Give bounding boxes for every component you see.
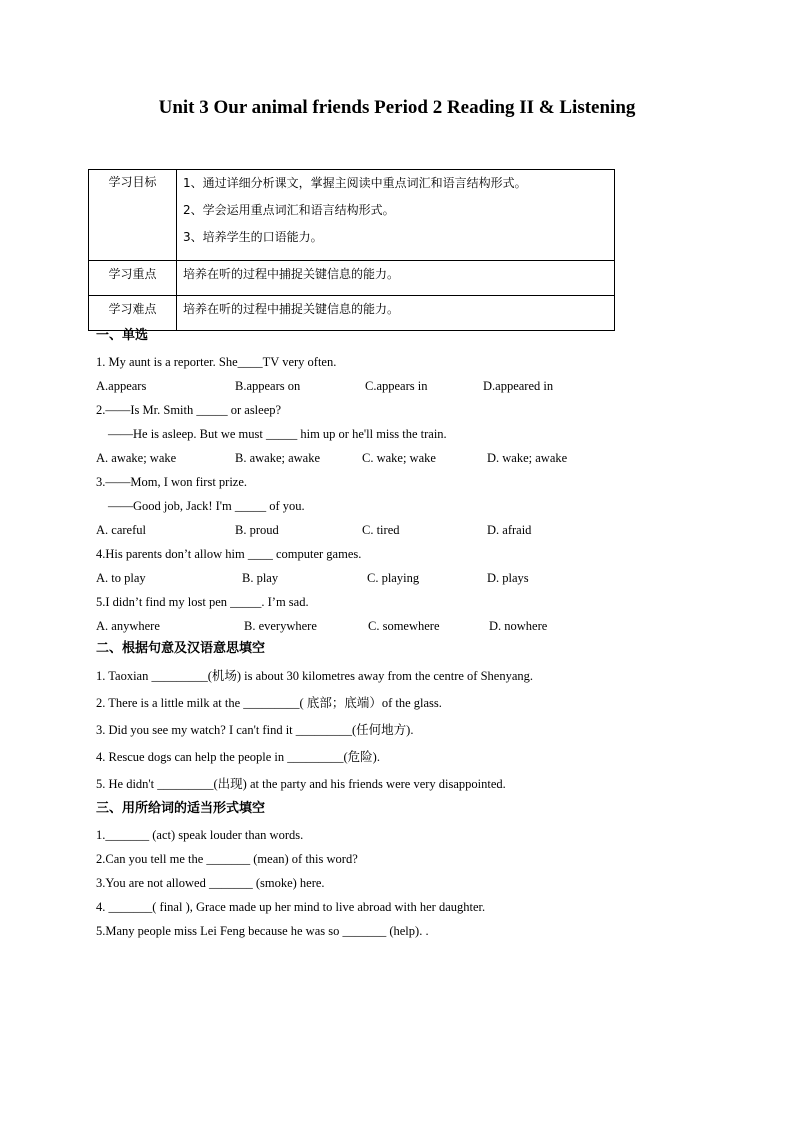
difficult-points-label: 学习难点 [89, 296, 177, 331]
question-stem: ——Good job, Jack! I'm _____ of you. [108, 499, 305, 513]
objectives-content [177, 170, 615, 261]
section-multiple-choice [96, 325, 736, 638]
question-stem: 2.——Is Mr. Smith _____ or asleep? [96, 403, 282, 417]
fill-item: 1. Taoxian _________(机场) is about 30 kilometres away from the centre of Shenyang. [96, 669, 533, 683]
page-title: Unit 3 Our animal friends Period 2 Reading II & Listening [158, 97, 636, 118]
option-c: C.appears in [365, 379, 428, 393]
fill-item: 3.You are not allowed _______ (smoke) here. [96, 876, 325, 890]
option-c: C. playing [367, 571, 420, 585]
option-c: C. wake; wake [362, 451, 436, 465]
objective-item: 1、通过详细分析课文，掌握主阅读中重点词汇和语言结构形式。 [183, 176, 527, 190]
question-options [96, 374, 736, 398]
fill-item: 5.Many people miss Lei Feng because he was so _______ (help). . [96, 924, 429, 938]
key-points-row [89, 261, 615, 296]
objective-item: 2、学会运用重点词汇和语言结构形式。 [183, 203, 395, 217]
option-c: C. tired [362, 523, 400, 537]
section-heading: 三、用所给词的适当形式填空 [96, 801, 266, 816]
option-a: A. careful [96, 523, 146, 537]
option-d: D. wake; awake [487, 451, 568, 465]
option-d: D.appeared in [483, 379, 554, 393]
fill-item: 5. He didn't _________(出现) at the party and his friends were very disappointed. [96, 777, 506, 791]
fill-item: 1._______ (act) speak louder than words. [96, 828, 304, 842]
question-stem: 4.His parents don’t allow him ____ computer games. [96, 547, 362, 561]
question-stem: 5.I didn’t find my lost pen _____. I’m sad. [96, 595, 309, 609]
learning-goals-table [88, 169, 615, 331]
question-stem: 3.——Mom, I won first prize. [96, 475, 248, 489]
option-b: B. awake; awake [235, 451, 321, 465]
question-options [96, 518, 736, 542]
option-d: D. plays [487, 571, 529, 585]
key-points-label: 学习重点 [89, 261, 177, 296]
fill-item: 2.Can you tell me the _______ (mean) of this word? [96, 852, 358, 866]
objectives-row [89, 170, 615, 261]
fill-item: 3. Did you see my watch? I can't find it _________(任何地方). [96, 723, 414, 737]
fill-item: 4. Rescue dogs can help the people in _________(危险). [96, 750, 380, 764]
question-options [96, 614, 736, 638]
fill-item: 2. There is a little milk at the _________( 底部；底端）of the glass. [96, 696, 442, 710]
question-stem: 1. My aunt is a reporter. She____TV very often. [96, 355, 337, 369]
option-b: B.appears on [235, 379, 301, 393]
option-b: B. everywhere [244, 619, 317, 633]
question-options [96, 566, 736, 590]
option-b: B. proud [235, 523, 279, 537]
option-d: D. afraid [487, 523, 532, 537]
difficult-points-content: 培养在听的过程中捕捉关键信息的能力。 [177, 296, 615, 331]
fill-item: 4. _______( final ), Grace made up her mind to live abroad with her daughter. [96, 900, 486, 914]
objective-item: 3、培养学生的口语能力。 [183, 230, 323, 244]
option-a: A. awake; wake [96, 451, 177, 465]
objectives-label: 学习目标 [89, 170, 177, 261]
option-d: D. nowhere [489, 619, 548, 633]
section-fill-in-chinese [96, 638, 736, 798]
option-b: B. play [242, 571, 279, 585]
question-stem: ——He is asleep. But we must _____ him up or he'll miss the train. [108, 427, 447, 441]
question-options [96, 446, 736, 470]
exercise-content [96, 325, 736, 943]
section-word-forms [96, 798, 736, 943]
option-a: A. anywhere [96, 619, 160, 633]
option-c: C. somewhere [368, 619, 440, 633]
section-heading: 二、根据句意及汉语意思填空 [96, 641, 266, 656]
key-points-content: 培养在听的过程中捕捉关键信息的能力。 [177, 261, 615, 296]
section-heading: 一、单选 [96, 328, 149, 343]
option-a: A.appears [96, 379, 147, 393]
option-a: A. to play [96, 571, 146, 585]
